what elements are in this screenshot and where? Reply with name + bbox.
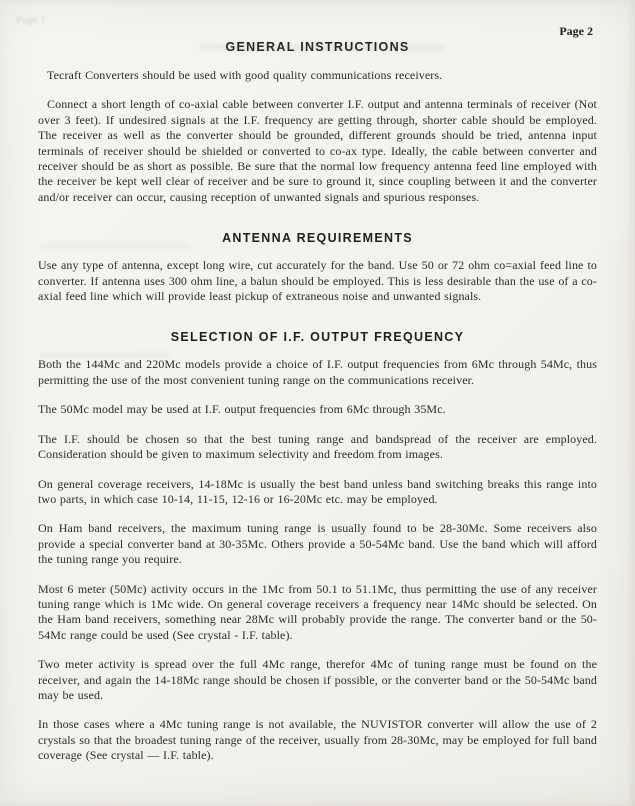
paragraph: Connect a short length of co-axial cable between converter I.F. output and antenna terminals of receiver (Not over 3 feet). If undesired signals at the I.F. frequency are getting through, shorter cable should be employed. The receiver as well as the converter should be grounded, different grounds should be tried, antenna input terminals of receiver should be shielded or converted to co-ax type. Ideally, the cable between converter and receiver should be as short as possible. Be sure that the normal low frequency antenna feed line employed with the receiver be kept well clear of receiver and be sure to ground it, since coupling between it and the converter and/or receiver can occur, causing reception of unwanted signals and spurious responses. (38, 97, 597, 204)
section-title-general-instructions: GENERAL INSTRUCTIONS (225, 40, 410, 54)
paragraph: Both the 144Mc and 220Mc models provide a choice of I.F. output frequencies from 6Mc through 54Mc, thus permitting the use of the most convenient tuning range on the communications receiver. (38, 357, 597, 387)
paragraph: Use any type of antenna, except long wire, cut accurately for the band. Use 50 or 72 ohm co=axial feed line to converter. If antenna uses 300 ohm line, a balun should be employed. This is less desirable than the use of a co-axial feed line which will provide least pickup of extraneous noise and unwanted signals. (38, 258, 597, 304)
paragraph: On Ham band receivers, the maximum tuning range is usually found to be 28-30Mc. Some receivers also provide a special converter band at 30-35Mc. Others provide a 50-54Mc band. Use the band which will afford the tuning range you require. (38, 521, 597, 567)
paragraph: The I.F. should be chosen so that the best tuning range and bandspread of the receiver are employed. Consideration should be given to maximum selectivity and freedom from images. (38, 431, 597, 462)
paragraph: Two meter activity is spread over the full 4Mc range, therefor 4Mc of tuning range must be found on the receiver, and again the 14-18Mc range should be chosen if possible, or the converter band or the 50-54Mc band may be used. (38, 657, 597, 702)
paragraph: Tecraft Converters should be used with good quality communications receivers. (47, 68, 443, 82)
paragraph: The 50Mc model may be used at I.F. output frequencies from 6Mc through 35Mc. (38, 402, 446, 417)
scan-artifact-ghost-page-label: Page 1 (15, 13, 46, 27)
section-title-antenna-requirements: ANTENNA REQUIREMENTS (222, 231, 413, 246)
page-number: Page 2 (559, 24, 593, 38)
paragraph: On general coverage receivers, 14-18Mc is usually the best band unless band switching breaks this range into two parts, in which case 10-14, 11-15, 12-16 or 16-20Mc etc. may be employed. (38, 476, 597, 506)
paragraph: In those cases where a 4Mc tuning range is not available, the NUVISTOR converter will allow the use of 2 crystals so that the broadest tuning range of the receiver, usually from 28-30Mc, may be employed for full band coverage (See crystal — I.F. table). (38, 717, 597, 763)
paragraph: Most 6 meter (50Mc) activity occurs in the 1Mc from 50.1 to 51.1Mc, thus permitting the use of any receiver tuning range which is 1Mc wide. On general coverage receivers a frequency near 14Mc should be selected. On the Ham band receivers, something near 28Mc will probably provide the range. The converter band or the 50-54Mc range could be used (See crystal - I.F. table). (38, 581, 597, 642)
section-title-if-output-frequency: SELECTION OF I.F. OUTPUT FREQUENCY (170, 330, 465, 345)
